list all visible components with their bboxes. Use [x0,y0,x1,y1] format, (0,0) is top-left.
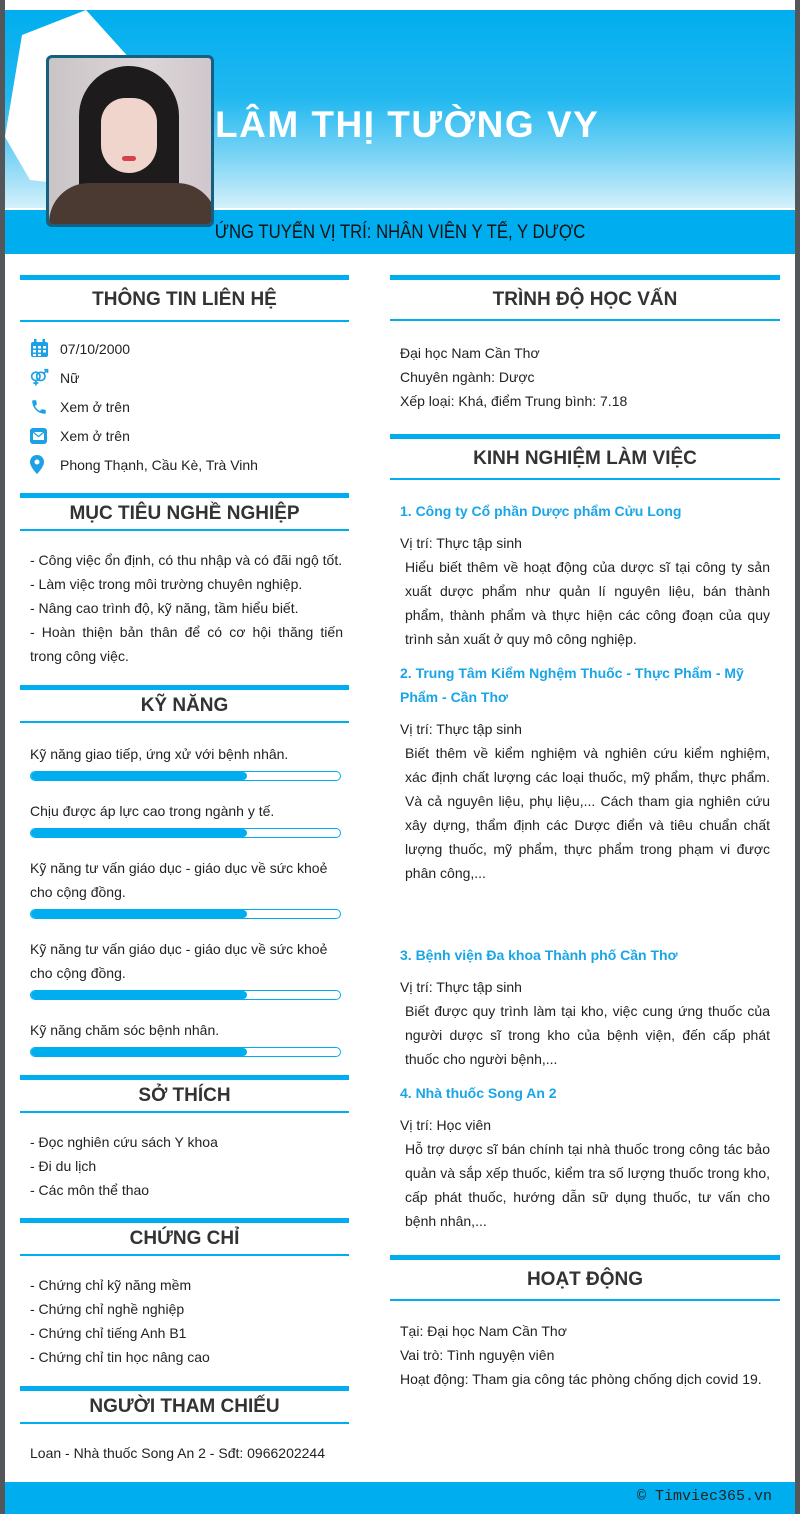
activities-list [390,1301,780,1391]
job-position: Vị trí: Học viên [400,1117,492,1133]
objective-line: - Làm việc trong môi trường chuyên nghiệp. [30,576,303,592]
applied-position: ỨNG TUYỂN VỊ TRÍ: NHÂN VIÊN Y TẾ, Y DƯỢC [214,222,586,243]
skill-level-fill [31,991,247,999]
reference-item: Loan - Nhà thuốc Song An 2 - Sđt: 0966202244 [30,1445,326,1461]
left-column [20,275,349,1465]
skill-label: Kỹ năng tư vấn giáo dục - giáo dục về sức khoẻ cho cộng đồng. [30,860,328,900]
skill-item [20,856,349,919]
activity-line: Tại: Đại học Nam Cần Thơ [400,1323,567,1339]
job-description: Hỗ trợ dược sĩ bán chính tại nhà thuốc trong công tác bảo quản và sắp xếp thuốc, kiểm tra số lượng thuốc trong kho, cấp phát thuốc, hướng dẫn sữ dụng thuốc, tư vấn cho bệnh nhân,... [405,1141,770,1229]
job-description: Biết được quy trình làm tại kho, việc cung ứng thuốc của người dược sĩ trong kho của bệnh viện, đến cấp phát thuốc cho người bệnh,... [405,1003,770,1067]
job-item [390,499,780,651]
section-title-certificates: CHỨNG CHỈ [20,1218,349,1256]
job-company: 4. Nhà thuốc Song An 2 [400,1085,557,1101]
job-description: Hiểu biết thêm về hoạt động của dược sĩ tại công ty sản xuất dược phẩm như quản lí nguyên liệu, bán thành phẩm, thành phẩm và thực hiện các công đoạn của quy trình sản xuất ở quy mô công nghiệp. [405,559,770,647]
hobby-item: - Các môn thể thao [30,1182,150,1198]
contact-item [20,450,349,479]
certificate-item: - Chứng chỉ tiếng Anh B1 [30,1325,187,1341]
skill-level-fill [31,910,247,918]
contact-text: Nữ [60,369,80,386]
education-line: Đại học Nam Cần Thơ [400,345,540,361]
certificate-item: - Chứng chỉ kỹ năng mềm [30,1277,192,1293]
skill-label: Kỹ năng chăm sóc bệnh nhân. [30,1022,220,1038]
certificate-item: - Chứng chỉ tin học nâng cao [30,1349,210,1365]
section-title-contact: THÔNG TIN LIÊN HỆ [20,275,349,322]
education-line: Chuyên ngành: Dược [400,369,535,385]
objective-line: - Nâng cao trình độ, kỹ năng, tầm hiểu biết. [30,600,299,616]
skill-item [20,799,349,838]
section-title-hobbies: SỞ THÍCH [20,1075,349,1113]
hobby-item: - Đi du lịch [30,1158,97,1174]
skill-level-bar [30,1047,341,1057]
job-company: 1. Công ty Cổ phần Dược phẩm Cửu Long [400,503,682,519]
education-list [390,321,780,413]
skill-level-bar [30,828,341,838]
job-item [390,943,780,1071]
contact-item [20,363,349,392]
calendar-icon [20,339,50,358]
contact-item [20,421,349,450]
hobbies-list [20,1113,349,1202]
skills-list [20,723,349,1057]
right-column [390,275,780,1391]
skill-label: Kỹ năng tư vấn giáo dục - giáo dục về sức khoẻ cho cộng đồng. [30,941,328,981]
section-title-skills: KỸ NĂNG [20,685,349,723]
job-position: Vị trí: Thực tập sinh [400,979,522,995]
candidate-name: LÂM THỊ TƯỜNG VY [215,104,600,145]
avatar-photo [46,55,214,227]
phone-icon [20,398,50,416]
section-title-experience: KINH NGHIỆM LÀM VIỆC [390,434,780,480]
job-position: Vị trí: Thực tập sinh [400,535,522,551]
hobby-item: - Đọc nghiên cứu sách Y khoa [30,1134,218,1150]
education-line: Xếp loại: Khá, điểm Trung bình: 7.18 [400,393,628,409]
objective-line: - Công việc ổn định, có thu nhập và có đãi ngộ tốt. [30,552,343,568]
skill-item [20,742,349,781]
skill-level-bar [30,990,341,1000]
certificate-item: - Chứng chỉ nghề nghiệp [30,1301,185,1317]
contact-text: Xem ở trên [60,398,130,415]
job-company: 2. Trung Tâm Kiểm Nghệm Thuốc - Thực Phẩm - Mỹ Phẩm - Cần Thơ [400,665,744,705]
activity-line: Vai trò: Tình nguyện viên [400,1347,555,1363]
contact-item [20,334,349,363]
contact-item [20,392,349,421]
skill-level-fill [31,772,247,780]
gender-icon [20,368,50,388]
certificates-list [20,1256,349,1369]
objective-line: - Hoàn thiện bản thân để có cơ hội thăng tiến trong công việc. [30,624,343,664]
activity-line: Hoạt động: Tham gia công tác phòng chống dịch covid 19. [400,1371,762,1387]
contact-list [20,322,349,479]
location-icon [20,455,50,474]
contact-text: Phong Thạnh, Cầu Kè, Trà Vinh [60,456,258,473]
skill-level-bar [30,771,341,781]
job-company: 3. Bệnh viện Đa khoa Thành phố Cần Thơ [400,947,678,963]
section-title-education: TRÌNH ĐỘ HỌC VẤN [390,275,780,321]
job-description: Biết thêm về kiểm nghiệm và nghiên cứu kiểm nghiệm, xác định chất lượng các loại thuốc, mỹ phẩm, thực phẩm. Và cả nguyên liệu, phụ liệu,... Cách tham gia nghiên cứu xây dựng, thẩm định các Dược điển và tiêu chuẩn chất lượng thuốc, mỹ phẩm, thực phẩm trong phạm vi được phân công,... [405,745,770,881]
section-title-references: NGƯỜI THAM CHIẾU [20,1386,349,1424]
skill-label: Chịu được áp lực cao trong ngành y tế. [30,803,275,819]
skill-level-fill [31,1048,247,1056]
skill-level-fill [31,829,247,837]
references-list [20,1424,349,1465]
job-item [390,661,780,885]
job-position: Vị trí: Thực tập sinh [400,721,522,737]
page-edge-right [795,0,800,1514]
skill-label: Kỹ năng giao tiếp, ứng xử với bệnh nhân. [30,746,289,762]
section-title-activities: HOẠT ĐỘNG [390,1255,780,1301]
skill-item [20,1018,349,1057]
email-icon [20,427,50,445]
footer [5,1482,795,1514]
experience-list [390,480,780,1233]
section-title-objective: MỤC TIÊU NGHỀ NGHIỆP [20,493,349,531]
skill-item [20,937,349,1000]
contact-text: Xem ở trên [60,427,130,444]
skill-level-bar [30,909,341,919]
job-item [390,1081,780,1233]
copyright: © Timviec365.vn [636,1488,772,1505]
objective-list [20,531,349,668]
contact-text: 07/10/2000 [60,340,131,357]
